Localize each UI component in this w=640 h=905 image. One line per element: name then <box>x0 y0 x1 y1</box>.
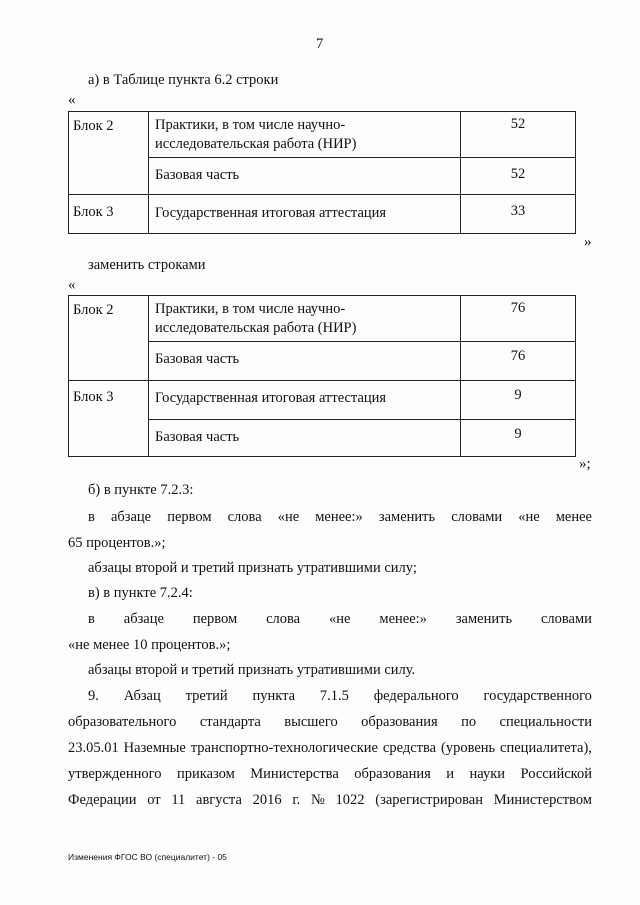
table-cell-value: 52 <box>461 112 576 158</box>
word: заменить <box>455 611 513 627</box>
para-b1-line2: 65 процентов.»; <box>68 535 166 551</box>
word: заменить <box>378 509 436 525</box>
table-cell-value: 52 <box>461 158 576 195</box>
para-v1-line1 <box>88 611 592 628</box>
word: образовательного <box>68 714 177 730</box>
word: № <box>310 792 325 808</box>
word: науки <box>469 766 506 782</box>
word: слова <box>266 611 301 627</box>
open-quote-1: « <box>68 92 76 108</box>
word: 2016 <box>252 792 282 808</box>
word: 1022 <box>335 792 365 808</box>
para-b2: абзацы второй и третий признать утратившими силу; <box>88 560 417 576</box>
para-9-line3 <box>68 740 592 757</box>
word: Министерства <box>250 766 339 782</box>
cell-line: исследовательская работа (НИР) <box>155 320 357 336</box>
word: приказом <box>176 766 235 782</box>
word: «не <box>277 509 300 525</box>
word: пункта <box>252 688 296 704</box>
table-cell-text: Базовая часть <box>149 342 461 381</box>
table-row <box>69 195 576 234</box>
word: Наземные <box>123 740 186 756</box>
word: 9. <box>88 688 99 704</box>
word: первом <box>167 509 212 525</box>
table-cell-value: 76 <box>461 296 576 342</box>
word: образования <box>361 714 438 730</box>
word: Федерации <box>68 792 137 808</box>
word: (уровень <box>440 740 496 756</box>
word: в <box>88 611 95 627</box>
page-number: 7 <box>316 36 324 52</box>
word: слова <box>227 509 262 525</box>
word: от <box>147 792 161 808</box>
word: специальности <box>499 714 592 730</box>
table-cell-value: 9 <box>461 381 576 420</box>
word: (зарегистрирован <box>375 792 483 808</box>
table-cell-block: Блок 2 <box>69 296 149 381</box>
word: абзаце <box>110 509 152 525</box>
replace-with-text: заменить строками <box>88 257 206 273</box>
word: транспортно-технологические <box>190 740 378 756</box>
table-row <box>69 112 576 158</box>
table-row <box>69 296 576 342</box>
word: специалитета), <box>500 740 592 756</box>
word: словами <box>540 611 592 627</box>
table-cell-value: 33 <box>461 195 576 234</box>
word: и <box>446 766 455 782</box>
para-v-heading: в) в пункте 7.2.4: <box>88 585 193 601</box>
close-quote-2: »; <box>579 456 591 472</box>
word: 11 <box>171 792 186 808</box>
word: государственного <box>483 688 592 704</box>
page-footer: Изменения ФГОС ВО (специалитет) - 05 <box>68 852 227 862</box>
para-9-line2 <box>68 714 592 731</box>
table-cell-value: 9 <box>461 420 576 457</box>
word: Российской <box>520 766 592 782</box>
word: в <box>88 509 95 525</box>
para-9-line5 <box>68 792 592 809</box>
word: менее:» <box>315 509 363 525</box>
word: словами <box>451 509 503 525</box>
word: 7.1.5 <box>319 688 349 704</box>
table-cell-block: Блок 3 <box>69 381 149 457</box>
open-quote-2: « <box>68 277 76 293</box>
word: первом <box>192 611 238 627</box>
table-old <box>68 111 576 234</box>
table-cell-text: Государственная итоговая аттестация <box>149 195 461 234</box>
word: абзаце <box>123 611 164 627</box>
word: «не <box>329 611 351 627</box>
word: августа <box>196 792 242 808</box>
table-new <box>68 295 576 457</box>
close-quote-1: » <box>584 234 592 250</box>
para-9-line4 <box>68 766 592 783</box>
word: Абзац <box>123 688 161 704</box>
table-row <box>69 381 576 420</box>
table-cell-value: 76 <box>461 342 576 381</box>
word: по <box>461 714 477 730</box>
para-9-line1 <box>88 688 592 705</box>
word: средства <box>382 740 437 756</box>
para-b1-line1 <box>88 509 592 526</box>
word: стандарта <box>199 714 261 730</box>
word: федерального <box>373 688 459 704</box>
word: высшего <box>284 714 338 730</box>
table-cell-text: Государственная итоговая аттестация <box>149 381 461 420</box>
word: утвержденного <box>68 766 162 782</box>
cell-line: Практики, в том числе научно- <box>155 301 346 317</box>
word: менее:» <box>379 611 427 627</box>
word: третий <box>185 688 228 704</box>
table-cell-block: Блок 3 <box>69 195 149 234</box>
word: образования <box>354 766 431 782</box>
word: 23.05.01 <box>68 740 119 756</box>
table-cell-text: Базовая часть <box>149 158 461 195</box>
table-cell-text: Базовая часть <box>149 420 461 457</box>
para-b-heading: б) в пункте 7.2.3: <box>88 482 194 498</box>
cell-line: Практики, в том числе научно- <box>155 117 346 133</box>
table-cell-block: Блок 2 <box>69 112 149 195</box>
table-cell-text <box>149 296 461 342</box>
para-v1-line2: «не менее 10 процентов.»; <box>68 637 231 653</box>
heading-a: а) в Таблице пункта 6.2 строки <box>88 72 279 88</box>
word: Министерством <box>493 792 592 808</box>
word: г. <box>292 792 301 808</box>
word: «не <box>518 509 540 525</box>
table-cell-text <box>149 112 461 158</box>
cell-line: исследовательская работа (НИР) <box>155 136 357 152</box>
word: менее <box>555 509 592 525</box>
para-v2: абзацы второй и третий признать утратившими силу. <box>88 662 416 678</box>
